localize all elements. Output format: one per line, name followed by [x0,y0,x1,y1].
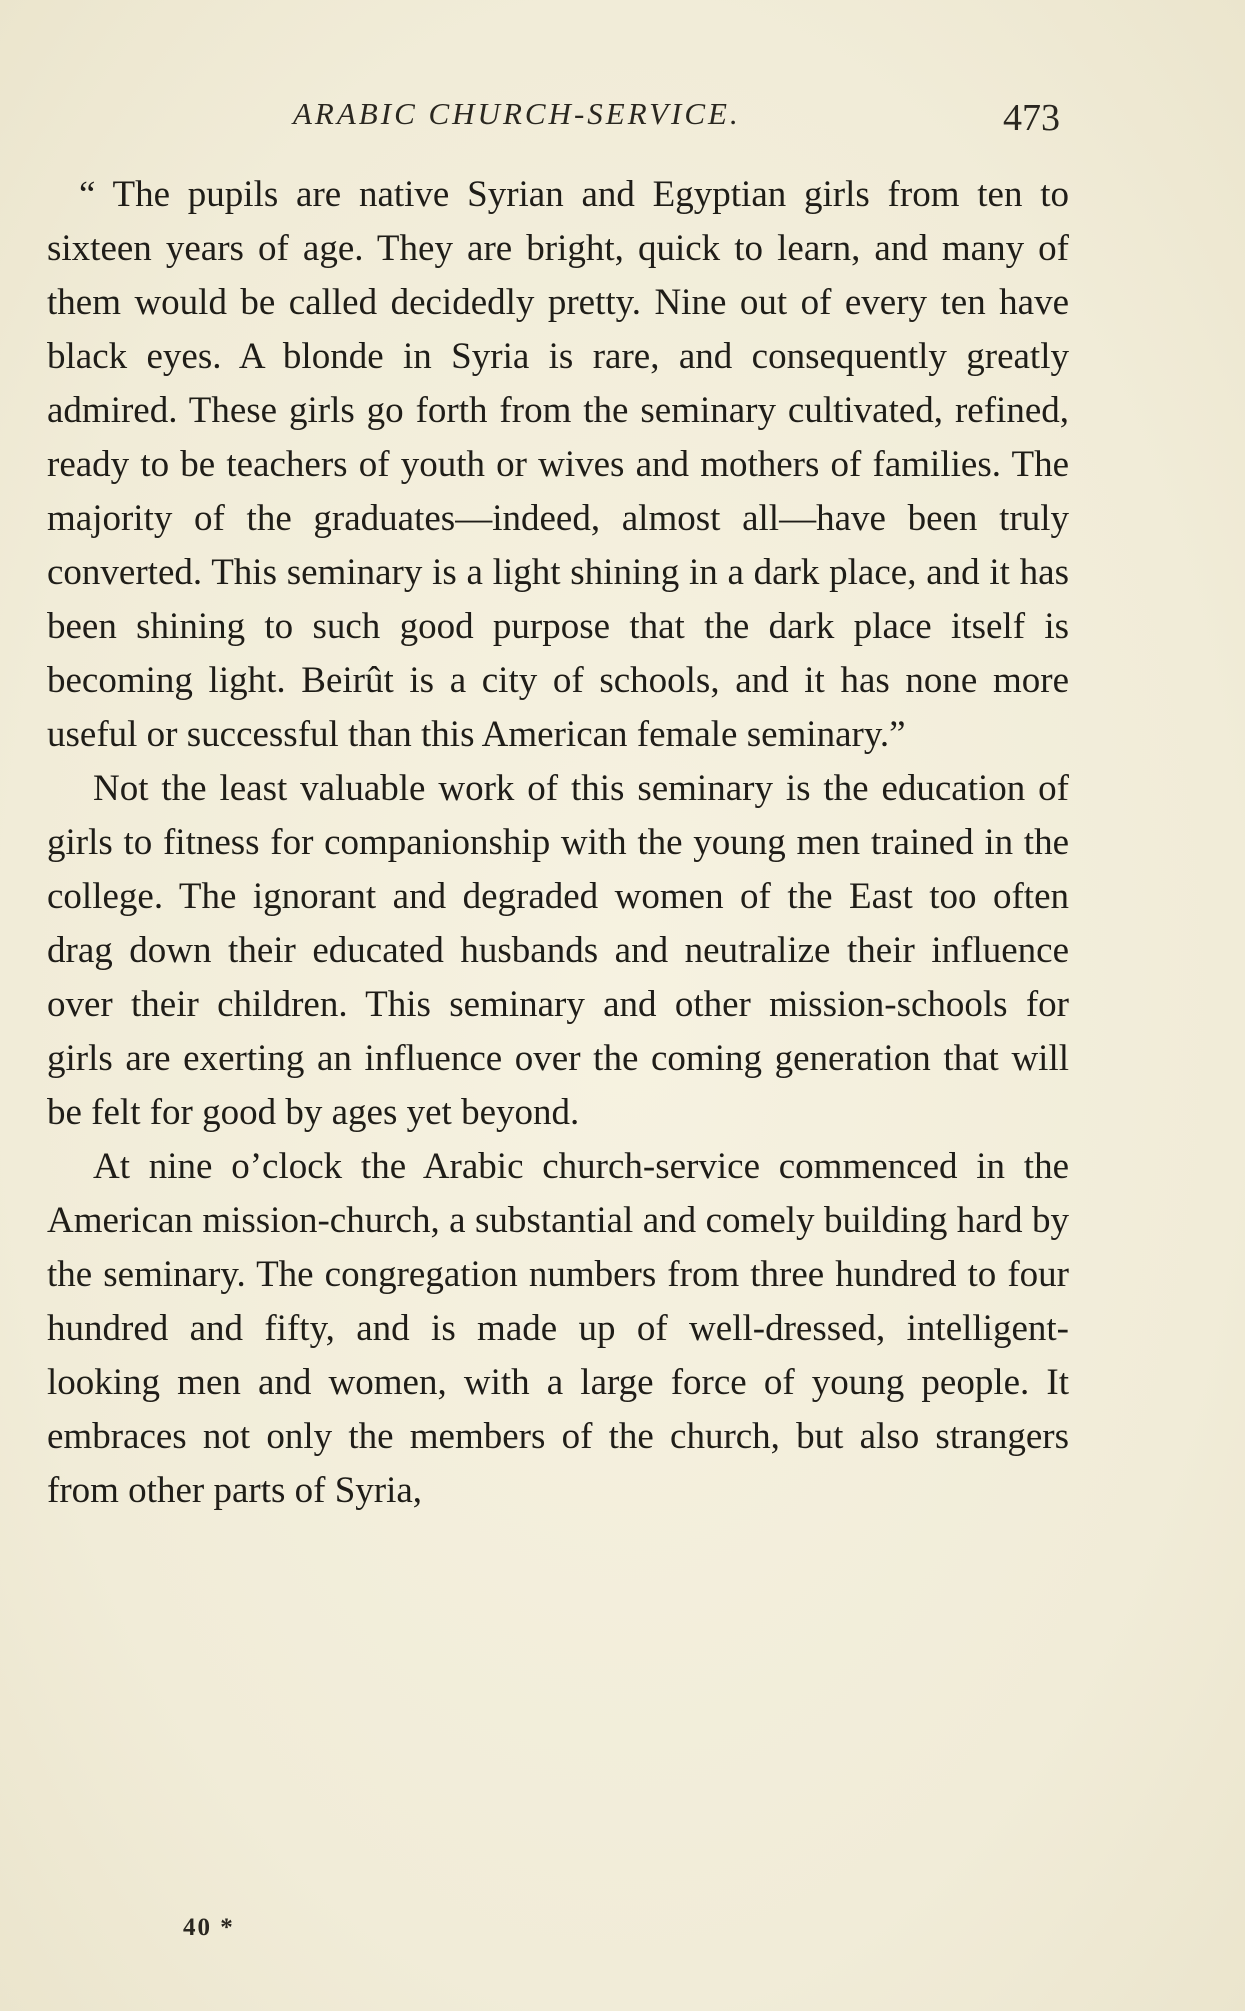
running-head [0,92,1245,152]
paragraph-seminary-value: Not the least valuable work of this seminary is the education of girls to fitness for companionship with the young men trained in the college. The ignorant and degraded women of the East too often drag down their educated husbands and neutralize their influence over their children. This seminary and other mission-schools for girls are exerting an influence over the coming generation that will be felt for good by ages yet beyond. [47,768,1069,1133]
running-title: ARABIC CHURCH-SERVICE. [293,96,741,131]
body-text [47,168,1069,1518]
paragraph-quote: “ The pupils are native Syrian and Egyptian girls from ten to sixteen years of age. They are bright, quick to learn, and many of them would be called decidedly pretty. Nine out of every ten have black eyes. A blonde in Syria is rare, and consequently greatly admired. These girls go forth from the seminary cultivated, refined, ready to be teachers of youth or wives and mothers of families. The majority of the graduates—indeed, almost all—have been truly converted. This seminary is a light shining in a dark place, and it has been shining to such good purpose that the dark place itself is becoming light. Beirût is a city of schools, and it has none more useful or successful than this American female seminary.” [47,174,1069,755]
paragraph-church-service: At nine o’clock the Arabic church-service commenced in the American mission-church, a substantial and comely building hard by the seminary. The congregation numbers from three hundred to four hundred and fifty, and is made up of well-dressed, intelligent-looking men and women, with a large force of young people. It embraces not only the members of the church, but also strangers from other parts of Syria, [47,1146,1069,1511]
signature-mark: 40 * [183,1914,235,1941]
page-number: 473 [1003,97,1060,139]
